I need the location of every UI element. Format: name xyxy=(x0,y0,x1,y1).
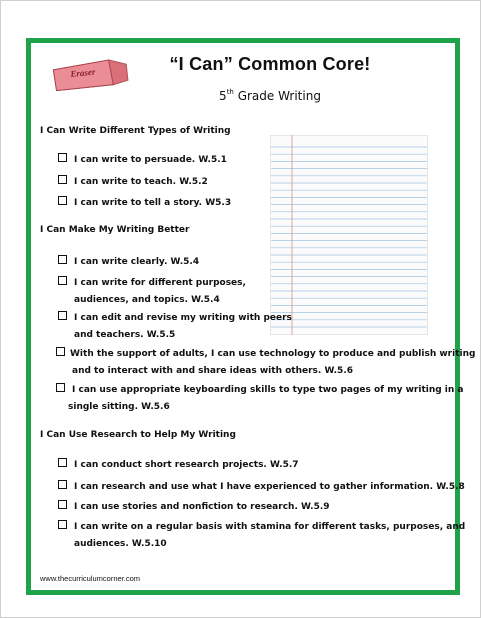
checklist-item xyxy=(58,254,199,271)
checkbox-icon[interactable] xyxy=(58,196,67,205)
checklist-item xyxy=(58,479,465,496)
checkbox-icon[interactable] xyxy=(58,153,67,162)
checkbox-icon[interactable] xyxy=(58,500,67,509)
item-text: I can write to tell a story. W5.3 xyxy=(74,198,232,208)
item-text: I can write for different purposes, xyxy=(74,278,246,288)
footer-url[interactable]: www.thecurriculumcorner.com xyxy=(40,574,141,583)
checklist-item xyxy=(58,519,465,553)
checkbox-icon[interactable] xyxy=(58,458,67,467)
checkbox-icon[interactable] xyxy=(58,311,67,320)
checkbox-icon[interactable] xyxy=(58,255,67,264)
checkbox-icon[interactable] xyxy=(56,383,65,392)
checklist-item xyxy=(58,310,292,344)
subtitle-rest: Grade Writing xyxy=(233,89,321,103)
page-title: “I Can” Common Core! xyxy=(169,54,371,74)
section-heading: I Can Use Research to Help My Writing xyxy=(40,430,236,440)
lined-paper-graphic xyxy=(270,135,428,335)
item-text: With the support of adults, I can use technology to produce and publish writing xyxy=(70,349,476,359)
page-subtitle xyxy=(150,88,390,103)
item-text: I can write to persuade. W.5.1 xyxy=(74,155,227,165)
checklist-item xyxy=(58,174,208,191)
checkbox-icon[interactable] xyxy=(56,347,65,356)
item-text: I can use appropriate keyboarding skills to type two pages of my writing in a xyxy=(72,385,464,395)
item-text: I can edit and revise my writing with peers xyxy=(74,313,292,323)
item-text-cont: single sitting. W.5.6 xyxy=(68,402,170,412)
checkbox-icon[interactable] xyxy=(58,480,67,489)
checkbox-icon[interactable] xyxy=(58,520,67,529)
checklist-item xyxy=(58,152,227,169)
checklist-item xyxy=(56,382,464,416)
subtitle-grade: 5 xyxy=(219,89,227,103)
checklist-item xyxy=(58,195,231,212)
checklist-item xyxy=(58,457,299,474)
item-text: I can write to teach. W.5.2 xyxy=(74,177,208,187)
section-heading: I Can Make My Writing Better xyxy=(40,225,190,235)
item-text: I can write on a regular basis with stamina for different tasks, purposes, and xyxy=(74,522,466,532)
item-text-cont: audiences, and topics. W.5.4 xyxy=(74,295,220,305)
checklist-item xyxy=(58,275,246,309)
section-heading: I Can Write Different Types of Writing xyxy=(40,126,231,136)
checkbox-icon[interactable] xyxy=(58,175,67,184)
item-text: I can research and use what I have experienced to gather information. W.5.8 xyxy=(74,482,465,492)
checklist-item xyxy=(58,499,330,516)
item-text-cont: and to interact with and share ideas with others. W.5.6 xyxy=(72,366,354,376)
checkbox-icon[interactable] xyxy=(58,276,67,285)
subtitle-sup: th xyxy=(226,88,234,96)
item-text: I can use stories and nonfiction to research. W.5.9 xyxy=(74,502,330,512)
eraser-label: Eraser xyxy=(69,66,96,80)
item-text-cont: and teachers. W.5.5 xyxy=(74,330,176,340)
item-text: I can write clearly. W.5.4 xyxy=(74,257,200,267)
checklist-item xyxy=(56,346,475,380)
item-text: I can conduct short research projects. W.5.7 xyxy=(74,460,299,470)
item-text-cont: audiences. W.5.10 xyxy=(74,539,167,549)
lined-paper-icon xyxy=(270,135,428,335)
